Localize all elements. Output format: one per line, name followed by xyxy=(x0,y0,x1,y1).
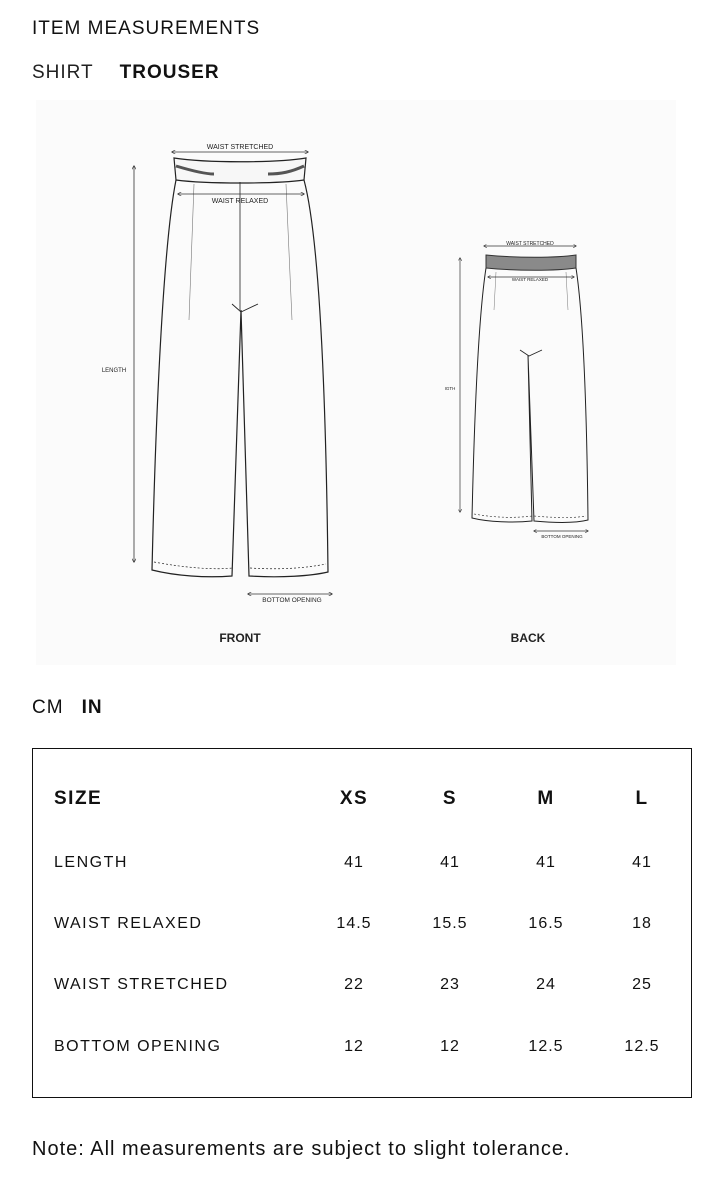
table-header-row xyxy=(33,784,691,814)
unit-in[interactable]: IN xyxy=(81,697,103,718)
front-measure-lines xyxy=(134,152,332,594)
back-trouser-drawing xyxy=(472,255,588,522)
front-caption: FRONT xyxy=(219,631,261,645)
back-measure-lines xyxy=(460,246,588,531)
garment-tabs xyxy=(32,62,220,84)
back-caption: BACK xyxy=(510,631,546,645)
table-row xyxy=(33,909,691,939)
row-value: 12 xyxy=(440,1038,460,1055)
tab-shirt[interactable]: SHIRT xyxy=(32,62,94,83)
back-waist-relaxed-label: WAIST RELAXED xyxy=(511,277,549,282)
row-value: 12.5 xyxy=(624,1038,660,1055)
row-value: 18 xyxy=(632,915,652,932)
size-header-l: L xyxy=(635,788,649,809)
row-label: BOTTOM OPENING xyxy=(54,1038,222,1055)
row-value: 22 xyxy=(344,976,364,993)
row-value: 24 xyxy=(536,976,556,993)
row-value: 12 xyxy=(344,1038,364,1055)
front-length-label: LENGTH xyxy=(101,368,127,374)
row-label: WAIST STRETCHED xyxy=(54,976,229,993)
row-value: 41 xyxy=(632,854,652,871)
row-value: 14.5 xyxy=(336,915,372,932)
unit-cm[interactable]: CM xyxy=(32,697,64,718)
page-title: ITEM MEASUREMENTS xyxy=(32,18,261,39)
row-value: 25 xyxy=(632,976,652,993)
back-bottom-opening-label: BOTTOM OPENING xyxy=(541,534,583,539)
diagram-svg xyxy=(36,100,676,665)
table-row xyxy=(33,1032,691,1062)
front-waist-relaxed-label: WAIST RELAXED xyxy=(211,198,269,205)
row-value: 16.5 xyxy=(528,915,564,932)
size-header-label: SIZE xyxy=(54,788,103,809)
size-header-m: M xyxy=(537,788,555,809)
front-trouser-drawing xyxy=(152,158,328,577)
row-value: 15.5 xyxy=(432,915,468,932)
tolerance-note: Note: All measurements are subject to slight tolerance. xyxy=(32,1138,571,1160)
row-value: 41 xyxy=(344,854,364,871)
size-header-s: S xyxy=(442,788,458,809)
front-waist-stretched-label: WAIST STRETCHED xyxy=(206,144,274,151)
row-label: WAIST RELAXED xyxy=(54,915,203,932)
size-table xyxy=(32,748,692,1098)
row-label: LENGTH xyxy=(54,854,128,871)
unit-tabs xyxy=(32,697,103,719)
table-row xyxy=(33,970,691,1000)
back-length-label: IGTH xyxy=(444,386,456,391)
tab-trouser[interactable]: TROUSER xyxy=(119,62,220,83)
size-header-xs: XS xyxy=(339,788,369,809)
row-value: 12.5 xyxy=(528,1038,564,1055)
row-value: 41 xyxy=(440,854,460,871)
row-value: 41 xyxy=(536,854,556,871)
front-bottom-opening-label: BOTTOM OPENING xyxy=(262,597,322,604)
row-value: 23 xyxy=(440,976,460,993)
trouser-measurement-diagram xyxy=(36,100,676,665)
back-waist-stretched-label: WAIST STRETCHED xyxy=(506,241,554,247)
table-row xyxy=(33,848,691,878)
